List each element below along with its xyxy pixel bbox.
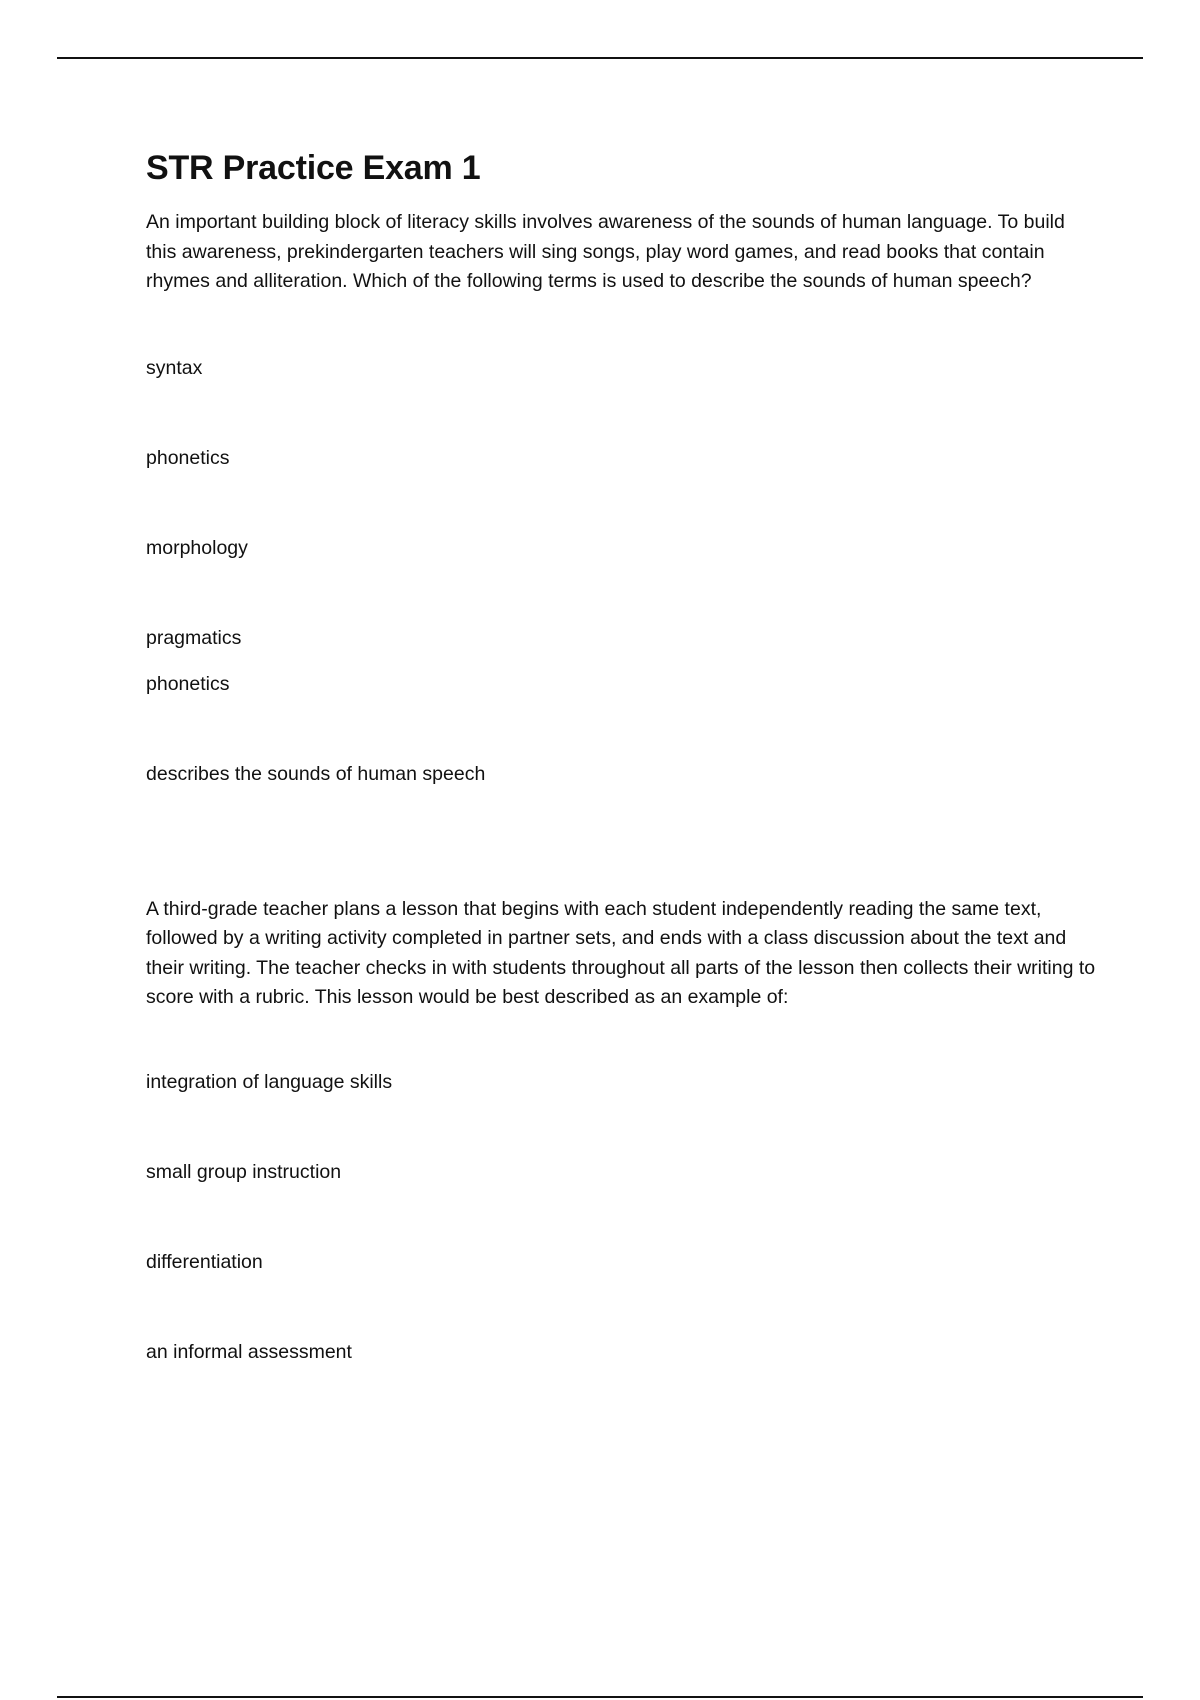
question-1-option-1: syntax <box>146 356 203 379</box>
document-title: STR Practice Exam 1 <box>146 149 481 187</box>
question-2-option-4: an informal assessment <box>146 1340 352 1363</box>
question-2-option-1: integration of language skills <box>146 1070 393 1093</box>
question-2-option-3: differentiation <box>146 1250 263 1273</box>
bottom-rule <box>57 1696 1143 1698</box>
question-1-answer: phonetics <box>146 672 230 695</box>
question-1-option-2: phonetics <box>146 446 230 469</box>
question-1-explanation: describes the sounds of human speech <box>146 762 486 785</box>
question-1-option-4: pragmatics <box>146 626 242 649</box>
question-2-option-2: small group instruction <box>146 1160 342 1183</box>
question-1-text: An important building block of literacy skills involves awareness of the sounds of human language. To build this awareness, prekindergarten teachers will sing songs, play word games, and read books that contain rhymes and alliteration. Which of the following terms is used to describe the sounds of human speech? <box>146 211 1065 292</box>
top-rule <box>57 57 1143 59</box>
question-1-option-3: morphology <box>146 536 248 559</box>
question-2-text: A third-grade teacher plans a lesson that begins with each student independently reading the same text, followed by a writing activity completed in partner sets, and ends with a class discussion about the text and their writing. The teacher checks in with students throughout all parts of the lesson then collects their writing to score with a rubric. This lesson would be best described as an example of: <box>146 897 1096 1008</box>
document-body <box>146 148 1096 1365</box>
